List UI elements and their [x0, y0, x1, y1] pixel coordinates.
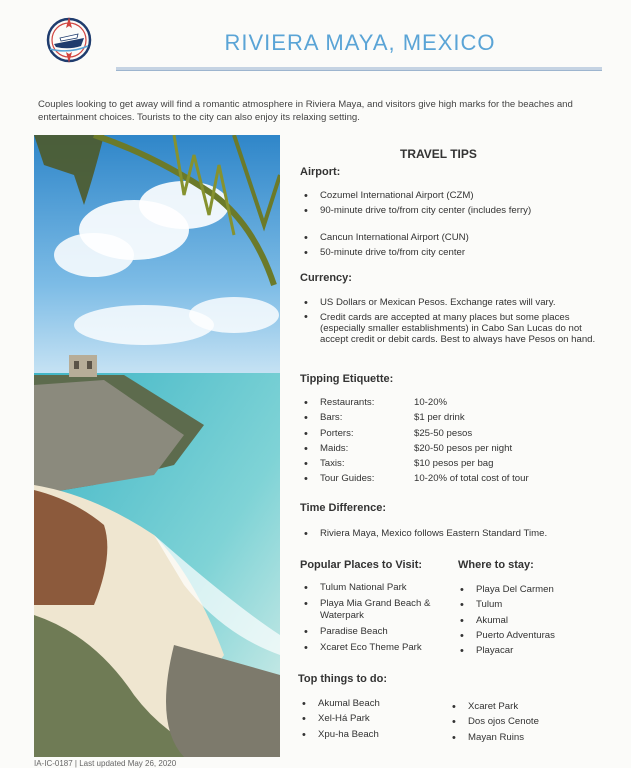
tulum-beach-photo: [34, 135, 280, 757]
list-item: • Mayan Ruins: [450, 732, 600, 744]
tip-category: • Maids:: [320, 442, 349, 454]
time-difference-list: [302, 528, 602, 540]
tip-category: • Porters:: [320, 427, 354, 439]
list-item: • Paradise Beach: [302, 626, 452, 638]
footer-reference: IA-IC-0187 | Last updated May 26, 2020: [34, 759, 177, 768]
currency-heading: Currency:: [300, 272, 352, 284]
intro-paragraph: Couples looking to get away will find a romantic atmosphere in Riviera Maya, and visitors give high marks for the beaches and entertainment choices. Tourists to the city can also enjoy its relaxing setting.: [38, 99, 573, 123]
list-item: • Credit cards are accepted at many places but some places (especially smaller establishments) in Cabo San Lucas do not accept credit or debit cards. Best to always have Pesos on hand.: [302, 312, 602, 345]
tip-amount: 10-20% of total cost of tour: [414, 473, 529, 485]
time-difference-heading: Time Difference:: [300, 502, 386, 514]
currency-list: [302, 297, 602, 345]
popular-places-heading: Popular Places to Visit:: [300, 559, 423, 571]
list-item: • Playa Mia Grand Beach & Waterpark: [302, 598, 452, 622]
tip-amount: $25-50 pesos: [414, 427, 473, 439]
tip-amount: $10 pesos per bag: [414, 458, 494, 470]
tip-category: • Bars:: [320, 412, 343, 424]
list-item: • Playa Del Carmen: [458, 584, 608, 596]
page-title: RIVIERA MAYA, MEXICO: [224, 30, 496, 55]
top-things-list-right: [450, 701, 600, 744]
tipping-heading: Tipping Etiquette:: [300, 373, 394, 385]
list-item: • Cozumel International Airport (CZM): [302, 190, 602, 202]
list-item: • Tulum National Park: [302, 582, 452, 594]
tip-amount: $20-50 pesos per night: [414, 442, 513, 454]
top-things-list-left: [300, 698, 440, 741]
list-item: • Dos ojos Cenote: [450, 716, 600, 728]
tip-category: • Taxis:: [320, 458, 345, 470]
list-item: • Xcaret Park: [450, 701, 600, 713]
list-item: • Playacar: [458, 645, 608, 657]
list-item: • Xcaret Eco Theme Park: [302, 642, 452, 654]
airport-list-1: [302, 190, 602, 217]
list-item: • Xpu-ha Beach: [300, 729, 440, 741]
ship-compass-logo-icon: [44, 16, 94, 64]
list-item: • Akumal: [458, 615, 608, 627]
popular-places-list: [302, 582, 452, 654]
tip-category: • Restaurants:: [320, 397, 375, 408]
tip-amount: 10-20%: [414, 397, 448, 408]
where-to-stay-heading: Where to stay:: [458, 559, 534, 571]
list-item: • 50-minute drive to/from city center: [302, 247, 602, 259]
list-item: • 90-minute drive to/from city center (includes ferry): [302, 205, 602, 217]
airport-list-2: [302, 232, 602, 259]
tipping-list: [302, 397, 602, 485]
tip-amount: $1 per drink: [414, 412, 465, 424]
list-item: • Riviera Maya, Mexico follows Eastern Standard Time.: [302, 528, 602, 540]
list-item: • Puerto Adventuras: [458, 630, 608, 642]
list-item: • US Dollars or Mexican Pesos. Exchange rates will vary.: [302, 297, 602, 309]
list-item: • Xel-Há Park: [300, 713, 440, 725]
travel-tips-heading: TRAVEL TIPS: [400, 147, 477, 161]
list-item: • Tulum: [458, 599, 608, 611]
list-item: • Cancun International Airport (CUN): [302, 232, 602, 244]
airport-heading: Airport:: [300, 166, 341, 178]
where-to-stay-list: [458, 584, 608, 657]
list-item: • Akumal Beach: [300, 698, 440, 710]
top-things-heading: Top things to do:: [298, 673, 387, 685]
tip-category: • Tour Guides:: [320, 473, 375, 485]
title-divider: [116, 67, 602, 71]
